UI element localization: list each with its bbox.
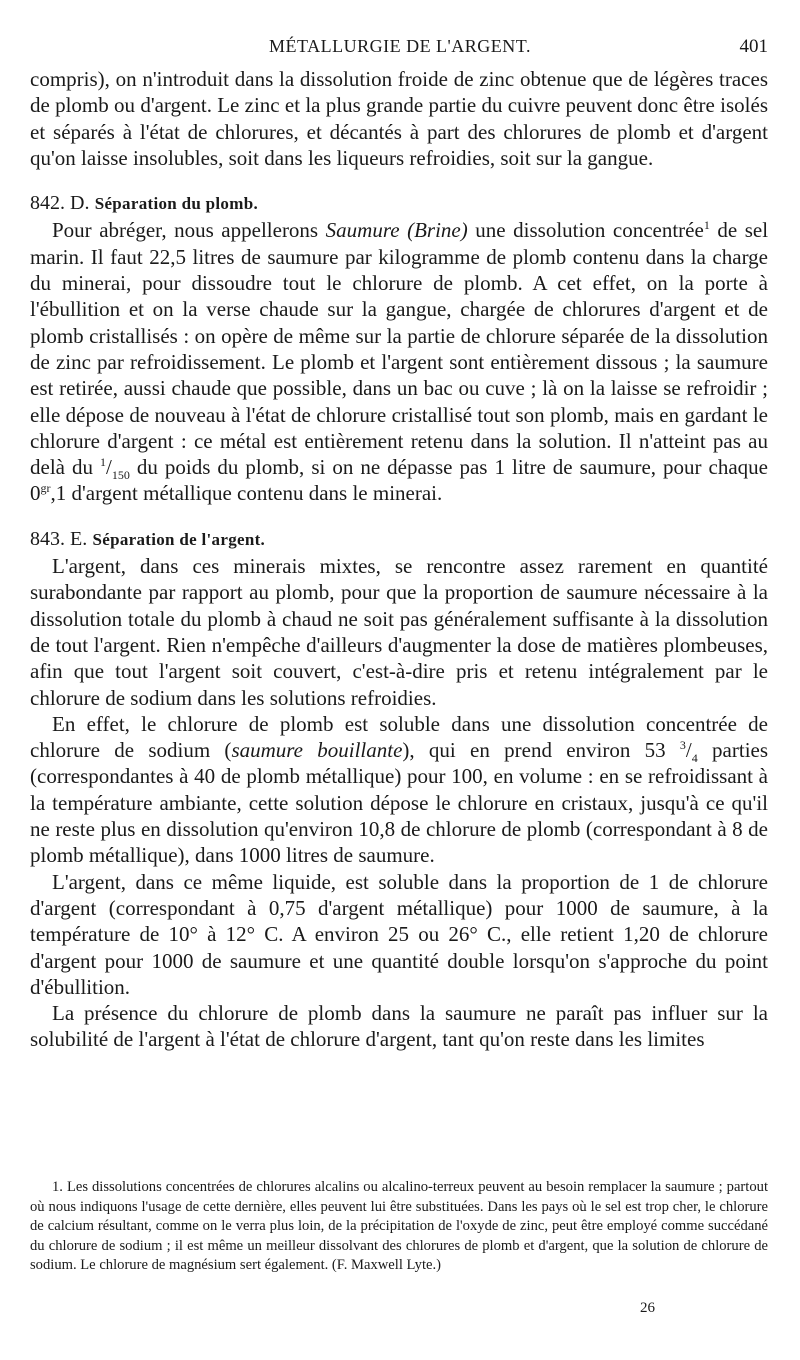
body-text — [30, 66, 768, 1053]
section-number: 843. E. — [30, 527, 88, 550]
section-heading-842 — [30, 189, 768, 217]
paragraph-en-effet: En effet, le chlorure de plomb est soluble dans une dissolution concentrée de chlorure de sodium (saumure bouillante), qui en prend environ 53 $^3/_4$ parties (correspondantes à 40 de plomb métallique) pour 100, en volume : en se refroidissant à la température ambiante, cette solution dépose le chlorure en cristaux, jusqu'à ce qu'il ne reste plus en dissolution qu'environ 10,8 de chlorure de plomb (correspondant à 8 de plomb métallique), dans 1000 litres de saumure. — [30, 711, 769, 868]
text-segment: du poids du plomb, si on ne dépasse pas 1 litre de saumure, pour chaque 0 — [30, 455, 769, 506]
running-header — [30, 36, 770, 66]
section-heading-843 — [30, 525, 768, 553]
paragraph-continuation: compris), on n'introduit dans la dissolution froide de zinc obtenue que de légères traces de plomb ou d'argent. Le zinc et la plus grande partie du cuivre peuvent donc être isolés et séparés à l'état de chlorures, et décantés à part des chlorures de plomb et d'argent qu'on laisse insolubles, soit dans les liqueurs refroidies, soit sur la gangue. — [30, 67, 768, 170]
running-title: MÉTALLURGIE DE L'ARGENT. — [269, 36, 531, 56]
term-saumure: Saumure — [325, 218, 400, 243]
fraction-denominator: 4 — [691, 751, 698, 766]
text-segment: ,1 d'argent métallique contenu dans le minerai. — [50, 481, 443, 506]
fraction-numerator: 3 — [679, 738, 686, 753]
footnote-reference: 1 — [703, 218, 710, 233]
section-title: Séparation du plomb. — [94, 194, 258, 214]
paragraph-separation-plomb: Pour abréger, nous appellerons Saumure (Brine) une dissolution concentrée$^1$ de sel marin. Il faut 22,5 litres de saumure par kilogramme de plomb contenu dans la charge du minerai, pour dissoudre tout le chlorure de plomb. A cet effet, on la porte à l'ébullition et on la verse chaude sur la gangue, chargée de chlorures d'argent et de plomb cristallisés : on opère de même sur la partie de chlorure séparée de la dissolution de zinc par refroidissement. Le plomb et l'argent sont entièrement dissous ; la saumure est retirée, aussi chaude que possible, dans un bac ou cuve ; là on la laisse se refroidir ; elle dépose de nouveau à l'état de chlorure cristallisé tout son plomb, mais en gardant le chlorure d'argent : ce métal est entièrement retenu dans la solution. Il n'atteint pas au delà du $^1/_{150}$ du poids du plomb, si on ne dépasse pas 1 litre de saumure, pour chaque $0^{gr},1$ d'argent métallique contenu dans le minerai. — [30, 218, 769, 506]
section-title: Séparation de l'argent. — [92, 529, 266, 549]
page-number: 401 — [739, 36, 768, 57]
text-segment: Pour abréger, nous appellerons — [52, 218, 319, 243]
fraction-denominator: 150 — [111, 468, 130, 483]
text-segment: ), qui en prend environ 53 — [402, 738, 666, 763]
paragraph-presence: La présence du chlorure de plomb dans la saumure ne paraît pas influer sur la solubilité de l'argent à l'état de chlorure d'argent, tant qu'on reste dans les limites — [30, 1001, 768, 1052]
term-saumure-bouillante: saumure bouillante — [231, 738, 403, 763]
footnote-area — [30, 1178, 768, 1276]
text-segment: une dissolution concentrée — [475, 218, 704, 243]
footnote-1: 1. Les dissolutions concentrées de chlorures alcalins ou alcalino-terreux peuvent au besoin remplacer la saumure ; partout où nous indiquons l'usage de cette dernière, elles peuvent lui être substituées. Dans les pays où le sel est trop cher, le chlorure de calcium résultant, comme on le verra plus loin, de la précipitation de l'oxyde de zinc, peut être employé comme succédané du chlorure de sodium ; il est même un meilleur dissolvant des chlorures de plomb et d'argent, que la solution de chlorure de sodium. Le chlorure de magnésium sert également. (F. Maxwell Lyte.) — [30, 1179, 768, 1273]
unit-gram-superscript: gr — [40, 481, 51, 496]
paragraph-separation-argent: L'argent, dans ces minerais mixtes, se rencontre assez rarement en quantité surabondante par rapport au plomb, pour que la proportion de saumure nécessaire à la dissolution totale du plomb à chaud ne soit pas généralement suffisante à la dissolution de tout l'argent. Rien n'empêche d'ailleurs d'augmenter la dose de matières plombeuses, afin que tout l'argent soit couvert, c'est-à-dire pris et retenu intégralement par le chlorure de sodium dans les solutions refroidies. — [30, 554, 768, 710]
text-segment: parties (correspondantes à 40 de plomb métallique) pour 100, en volume : en se refroidissant à la température ambiante, cette solution dépose le chlorure en cristaux, jusqu'à ce qu'il ne reste plus en dissolution qu'environ 10,8 de chlorure de plomb (correspondant à 8 de plomb métallique), dans 1000 litres de saumure. — [30, 738, 769, 868]
fraction-numerator: 1 — [100, 455, 106, 470]
term-brine: (Brine) — [407, 218, 468, 243]
printer-signature-mark: 26 — [640, 1300, 655, 1316]
section-number: 842. D. — [30, 192, 90, 215]
paragraph-argent-liquide: L'argent, dans ce même liquide, est soluble dans la proportion de 1 de chlorure d'argent (correspondant à 0,75 d'argent métallique) pour 1000 de saumure, à la température de 10° à 12° C. A environ 25 ou 26° C., elle retient 1,20 de chlorure d'argent pour 1000 de saumure et une quantité double lorsqu'on s'approche du point d'ébullition. — [30, 869, 768, 999]
text-segment: En effet, le chlorure de plomb est soluble dans une dissolution concentrée de chlorure de sodium ( — [30, 711, 768, 763]
text-segment: de sel marin. Il faut 22,5 litres de saumure par kilogramme de plomb contenu dans la charge du minerai, pour dissoudre tout le chlorure de plomb. A cet effet, on la porte à l'ébullition et on la verse chaude sur la gangue, chargée de chlorures d'argent et de plomb cristallisés : on opère de même sur la partie de chlorure séparée de la dissolution de zinc par refroidissement. Le plomb et l'argent sont entièrement dissous ; la saumure est retirée, aussi chaude que possible, dans un bac ou cuve ; là on la laisse se refroidir ; elle dépose de nouveau à l'état de chlorure cristallisé tout son plomb, mais en gardant le chlorure d'argent : ce métal est entièrement retenu dans la solution. Il n'atteint pas au delà du — [30, 218, 769, 480]
